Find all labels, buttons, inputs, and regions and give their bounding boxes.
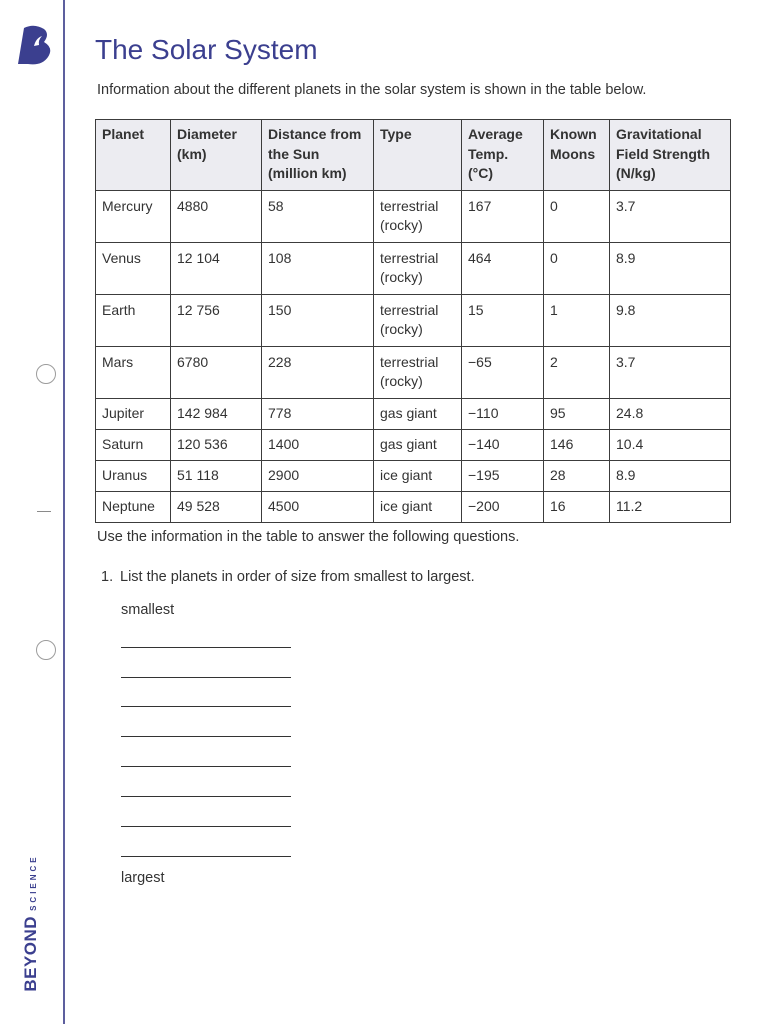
table-cell: 150 bbox=[262, 294, 374, 346]
table-cell: 2900 bbox=[262, 460, 374, 491]
table-cell: 2 bbox=[544, 346, 610, 398]
table-cell: 51 118 bbox=[171, 460, 262, 491]
table-cell: 1400 bbox=[262, 429, 374, 460]
table-cell: Saturn bbox=[96, 429, 171, 460]
table-cell: terrestrial (rocky) bbox=[374, 294, 462, 346]
binder-hole bbox=[36, 640, 56, 660]
brand-wordmark bbox=[20, 845, 42, 1000]
table-cell: gas giant bbox=[374, 398, 462, 429]
instruction-text: Use the information in the table to answer the following questions. bbox=[97, 529, 520, 545]
answer-line[interactable] bbox=[121, 736, 291, 737]
table-cell: 4500 bbox=[262, 491, 374, 522]
table-cell: 12 104 bbox=[171, 242, 262, 294]
col-header-planet: Planet bbox=[96, 120, 171, 191]
table-cell: 228 bbox=[262, 346, 374, 398]
table-cell: 95 bbox=[544, 398, 610, 429]
table-cell: 0 bbox=[544, 190, 610, 242]
answer-line[interactable] bbox=[121, 826, 291, 827]
binder-hole bbox=[36, 364, 56, 384]
table-cell: 108 bbox=[262, 242, 374, 294]
table-cell: terrestrial (rocky) bbox=[374, 346, 462, 398]
table-cell: Neptune bbox=[96, 491, 171, 522]
table-cell: Mars bbox=[96, 346, 171, 398]
largest-label: largest bbox=[121, 870, 165, 886]
table-cell: terrestrial (rocky) bbox=[374, 190, 462, 242]
table-row bbox=[96, 190, 731, 242]
table-row bbox=[96, 346, 731, 398]
answer-line[interactable] bbox=[121, 766, 291, 767]
table-cell: ice giant bbox=[374, 460, 462, 491]
table-header-row bbox=[96, 120, 731, 191]
table-cell: 6780 bbox=[171, 346, 262, 398]
table-cell: 8.9 bbox=[610, 242, 731, 294]
table-row bbox=[96, 398, 731, 429]
table-cell: 24.8 bbox=[610, 398, 731, 429]
page-title: The Solar System bbox=[95, 34, 318, 65]
answer-line[interactable] bbox=[121, 706, 291, 707]
table-row bbox=[96, 460, 731, 491]
intro-text: Information about the different planets in the solar system is shown in the table below. bbox=[97, 82, 647, 98]
question-1 bbox=[101, 569, 475, 585]
table-cell: Uranus bbox=[96, 460, 171, 491]
table-cell: 0 bbox=[544, 242, 610, 294]
answer-line[interactable] bbox=[121, 647, 291, 648]
table-cell: 58 bbox=[262, 190, 374, 242]
table-cell: ice giant bbox=[374, 491, 462, 522]
table-cell: 49 528 bbox=[171, 491, 262, 522]
table-cell: 1 bbox=[544, 294, 610, 346]
question-text: List the planets in order of size from smallest to largest. bbox=[120, 569, 475, 585]
table-cell: gas giant bbox=[374, 429, 462, 460]
col-header-temp: Average Temp. (°C) bbox=[462, 120, 544, 191]
question-number: 1. bbox=[101, 569, 114, 585]
planets-table bbox=[95, 119, 731, 523]
table-cell: terrestrial (rocky) bbox=[374, 242, 462, 294]
table-cell: −110 bbox=[462, 398, 544, 429]
beyond-logo-icon bbox=[14, 24, 54, 66]
table-row bbox=[96, 294, 731, 346]
col-header-type: Type bbox=[374, 120, 462, 191]
table-row bbox=[96, 429, 731, 460]
smallest-label: smallest bbox=[121, 602, 175, 618]
margin-line bbox=[63, 0, 65, 1024]
table-cell: 11.2 bbox=[610, 491, 731, 522]
table-cell: −195 bbox=[462, 460, 544, 491]
table-cell: 4880 bbox=[171, 190, 262, 242]
col-header-moons: Known Moons bbox=[544, 120, 610, 191]
table-cell: −200 bbox=[462, 491, 544, 522]
table-cell: 12 756 bbox=[171, 294, 262, 346]
table-cell: 15 bbox=[462, 294, 544, 346]
table-cell: 778 bbox=[262, 398, 374, 429]
table-cell: Venus bbox=[96, 242, 171, 294]
fold-mark bbox=[37, 511, 51, 512]
table-cell: 146 bbox=[544, 429, 610, 460]
table-row bbox=[96, 491, 731, 522]
table-cell: Mercury bbox=[96, 190, 171, 242]
table-cell: 167 bbox=[462, 190, 544, 242]
table-cell: 120 536 bbox=[171, 429, 262, 460]
table-cell: −140 bbox=[462, 429, 544, 460]
table-cell: 3.7 bbox=[610, 190, 731, 242]
brand-subname: SCIENCE bbox=[29, 853, 38, 911]
table-cell: 28 bbox=[544, 460, 610, 491]
table-cell: −65 bbox=[462, 346, 544, 398]
table-cell: 10.4 bbox=[610, 429, 731, 460]
table-cell: 16 bbox=[544, 491, 610, 522]
table-row bbox=[96, 242, 731, 294]
table-cell: 9.8 bbox=[610, 294, 731, 346]
col-header-distance: Distance from the Sun (million km) bbox=[262, 120, 374, 191]
col-header-gravity: Gravitational Field Strength (N/kg) bbox=[610, 120, 731, 191]
table-cell: 8.9 bbox=[610, 460, 731, 491]
table-cell: Earth bbox=[96, 294, 171, 346]
answer-line[interactable] bbox=[121, 677, 291, 678]
table-cell: 142 984 bbox=[171, 398, 262, 429]
table-cell: Jupiter bbox=[96, 398, 171, 429]
col-header-diameter: Diameter (km) bbox=[171, 120, 262, 191]
brand-name: BEYOND bbox=[21, 915, 40, 992]
answer-line[interactable] bbox=[121, 796, 291, 797]
table-cell: 464 bbox=[462, 242, 544, 294]
table-cell: 3.7 bbox=[610, 346, 731, 398]
answer-line[interactable] bbox=[121, 856, 291, 857]
